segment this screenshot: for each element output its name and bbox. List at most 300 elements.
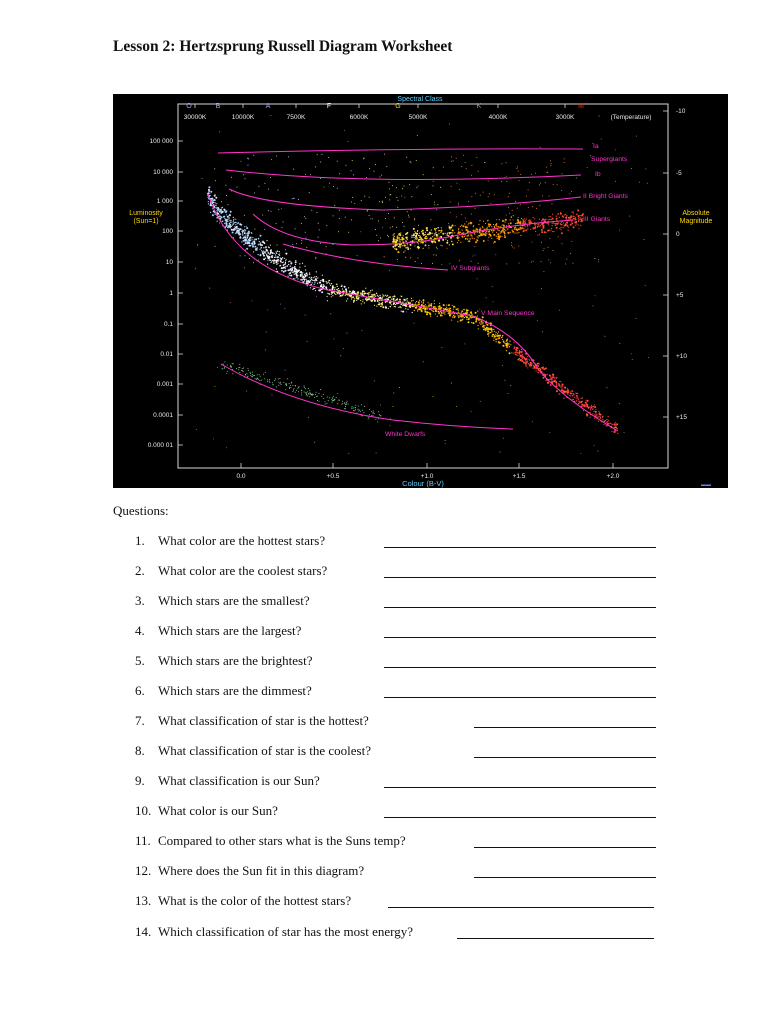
star-point: [493, 224, 494, 225]
star-point: [435, 307, 436, 308]
star-point: [272, 384, 273, 385]
star-point: [433, 306, 434, 307]
star-point: [344, 291, 345, 292]
star-point: [396, 299, 398, 301]
star-point: [400, 247, 401, 248]
star-point: [499, 230, 500, 231]
star-point: [526, 361, 528, 363]
star-point: [226, 226, 227, 227]
star-point: [509, 193, 510, 194]
star-point: [442, 245, 443, 246]
star-point: [497, 333, 498, 334]
star-point: [578, 400, 579, 401]
star-point: [291, 263, 292, 264]
star-point: [567, 388, 568, 389]
star-point: [539, 368, 540, 369]
star-point: [525, 226, 526, 227]
question-text: Which stars are the dimmest?: [158, 683, 312, 698]
star-point: [425, 244, 427, 246]
star-point: [514, 229, 515, 230]
star-point: [285, 260, 286, 261]
star-point: [477, 236, 478, 237]
star-point: [390, 194, 391, 195]
colour-tick-label: +2.0: [606, 473, 620, 480]
star-point: [491, 230, 492, 231]
star-point: [395, 304, 396, 305]
star-point: [440, 236, 442, 238]
star-point: [265, 252, 266, 253]
star-point: [352, 406, 353, 407]
star-point: [570, 217, 571, 218]
star-point: [546, 172, 547, 173]
star-point: [539, 205, 540, 206]
star-point: [470, 317, 472, 319]
star-point: [252, 242, 253, 243]
star-point: [271, 261, 272, 262]
star-point: [549, 219, 550, 220]
star-point: [329, 183, 330, 184]
luminosity-tick-label: 0.1: [163, 321, 173, 328]
star-point: [502, 220, 504, 222]
star-point: [285, 249, 286, 250]
star-point: [390, 306, 391, 307]
answer-blank-line[interactable]: [384, 577, 656, 578]
star-point: [512, 246, 513, 247]
star-point: [617, 433, 618, 434]
star-point: [457, 242, 458, 243]
star-point: [301, 223, 302, 224]
spectral-class-label: M: [578, 103, 584, 110]
region-label-white-dwarfs: White Dwarfs: [385, 431, 426, 438]
star-point: [304, 387, 305, 388]
star-point: [531, 174, 532, 175]
star-point: [489, 225, 490, 226]
star-point: [232, 373, 233, 374]
star-point: [219, 215, 220, 216]
star-point: [420, 236, 421, 237]
star-point: [378, 221, 379, 222]
star-point: [541, 242, 542, 243]
question-number: 4.: [135, 623, 145, 638]
magnitude-axis-label-2: Magnitude: [679, 218, 713, 225]
star-point: [360, 231, 361, 232]
answer-blank-line[interactable]: [474, 757, 656, 758]
star-point: [417, 231, 418, 232]
star-point: [434, 202, 435, 203]
star-point: [251, 232, 252, 233]
luminosity-tick-label: 0.001: [156, 381, 173, 388]
star-point: [370, 290, 371, 291]
star-point: [407, 309, 408, 310]
star-point: [581, 398, 582, 399]
star-point: [564, 162, 565, 163]
star-point: [394, 248, 395, 249]
star-point: [412, 300, 413, 301]
star-point: [272, 255, 273, 256]
star-point: [221, 216, 223, 218]
star-point: [462, 319, 463, 320]
star-point: [246, 373, 247, 374]
star-point: [277, 245, 278, 246]
star-point: [460, 314, 461, 315]
star-point: [311, 284, 312, 285]
star-point: [597, 417, 598, 418]
star-point: [457, 183, 458, 184]
star-point: [493, 329, 494, 330]
star-point: [306, 247, 307, 248]
star-point: [595, 413, 596, 414]
star-point: [477, 325, 478, 326]
answer-blank-line[interactable]: [457, 938, 654, 939]
star-point: [385, 307, 387, 309]
star-point: [360, 300, 361, 301]
answer-blank-line[interactable]: [384, 637, 656, 638]
star-point: [501, 236, 502, 237]
question-item: [135, 653, 313, 669]
star-point: [252, 246, 254, 248]
star-point: [266, 254, 267, 255]
star-point: [436, 236, 437, 237]
star-point: [216, 207, 217, 208]
star-point: [225, 211, 226, 212]
answer-blank-line[interactable]: [384, 697, 656, 698]
star-point: [466, 168, 467, 169]
star-point: [532, 242, 533, 243]
star-point: [483, 192, 484, 193]
star-point: [371, 415, 372, 416]
star-point: [543, 368, 544, 369]
star-point: [369, 168, 370, 169]
star-point: [596, 415, 597, 416]
star-point: [509, 213, 510, 214]
star-point: [345, 404, 346, 405]
answer-blank-line[interactable]: [384, 787, 656, 788]
star-point: [407, 211, 408, 212]
answer-blank-line[interactable]: [474, 727, 656, 728]
star-point: [556, 384, 557, 385]
star-point: [402, 302, 403, 303]
star-point: [332, 398, 333, 399]
question-item: [135, 593, 310, 609]
star-point: [496, 332, 497, 333]
region-label-main-sequence: V Main Sequence: [481, 310, 535, 317]
star-point: [384, 154, 385, 155]
star-point: [506, 225, 507, 226]
star-point: [309, 392, 310, 393]
star-point: [312, 280, 313, 281]
star-point: [365, 298, 367, 300]
star-point: [447, 240, 448, 241]
star-point: [283, 382, 284, 383]
star-point: [394, 236, 395, 237]
question-number: 9.: [135, 773, 145, 788]
star-point: [243, 174, 244, 175]
star-point: [296, 276, 297, 277]
star-point: [230, 365, 231, 366]
star-point: [265, 258, 266, 259]
star-point: [327, 282, 328, 283]
star-point: [422, 230, 424, 232]
star-point: [454, 316, 456, 318]
star-point: [323, 394, 324, 395]
star-point: [513, 215, 514, 216]
star-point: [209, 193, 210, 194]
star-point: [278, 209, 279, 210]
answer-blank-line[interactable]: [474, 877, 656, 878]
star-point: [451, 320, 452, 321]
star-point: [485, 223, 486, 224]
star-point: [230, 302, 231, 303]
star-point: [550, 230, 551, 231]
star-point: [319, 229, 320, 230]
star-point: [392, 185, 393, 186]
star-point: [507, 232, 508, 233]
star-point: [619, 230, 620, 231]
star-point: [460, 226, 461, 227]
star-point: [209, 288, 210, 289]
star-point: [573, 393, 574, 394]
star-point: [576, 214, 577, 215]
star-point: [463, 226, 464, 227]
star-point: [476, 320, 477, 321]
star-point: [369, 292, 370, 293]
star-point: [415, 235, 417, 237]
star-point: [580, 225, 581, 226]
star-point: [304, 279, 305, 280]
star-point: [274, 380, 275, 381]
star-point: [235, 224, 236, 225]
star-point: [289, 261, 290, 262]
answer-blank-line[interactable]: [474, 847, 656, 848]
star-point: [404, 245, 405, 246]
star-point: [499, 235, 501, 237]
star-point: [445, 233, 446, 234]
star-point: [342, 288, 343, 289]
star-point: [645, 285, 646, 286]
star-point: [325, 401, 326, 402]
answer-blank-line[interactable]: [384, 607, 656, 608]
region-label-ib: Ib: [595, 171, 601, 178]
star-point: [282, 270, 283, 271]
star-point: [573, 213, 574, 214]
star-point: [509, 341, 510, 342]
answer-blank-line[interactable]: [384, 547, 656, 548]
star-point: [260, 255, 261, 256]
star-point: [421, 304, 422, 305]
star-point: [518, 228, 520, 230]
star-point: [561, 227, 562, 228]
star-point: [453, 315, 454, 316]
star-point: [517, 166, 518, 167]
star-point: [541, 230, 542, 231]
star-point: [433, 311, 434, 312]
star-point: [301, 240, 302, 241]
answer-blank-line[interactable]: [384, 817, 656, 818]
star-point: [335, 294, 336, 295]
star-point: [223, 216, 224, 217]
star-point: [213, 204, 214, 205]
star-point: [521, 228, 522, 229]
star-point: [332, 287, 334, 289]
star-point: [487, 228, 488, 229]
star-point: [482, 323, 483, 324]
star-point: [393, 234, 394, 235]
star-point: [370, 218, 371, 219]
star-point: [471, 261, 472, 262]
answer-blank-line[interactable]: [388, 907, 654, 908]
star-point: [227, 371, 228, 372]
question-number: 8.: [135, 743, 145, 758]
star-point: [544, 248, 545, 249]
star-point: [543, 271, 544, 272]
star-point: [378, 418, 379, 419]
star-point: [280, 257, 281, 258]
star-point: [517, 219, 519, 221]
star-point: [268, 189, 269, 190]
star-point: [595, 411, 597, 413]
star-point: [270, 245, 271, 246]
star-point: [282, 262, 283, 263]
star-point: [229, 217, 230, 218]
star-point: [275, 379, 276, 380]
star-point: [294, 278, 295, 279]
star-point: [380, 415, 381, 416]
star-point: [316, 278, 317, 279]
star-point: [594, 418, 595, 419]
star-point: [309, 274, 310, 275]
star-point: [219, 131, 220, 132]
star-point: [482, 322, 483, 323]
star-point: [437, 316, 438, 317]
star-point: [379, 297, 381, 299]
star-point: [463, 316, 464, 317]
star-point: [242, 368, 243, 369]
star-point: [382, 294, 383, 295]
star-point: [611, 431, 612, 432]
star-point: [329, 283, 330, 284]
star-point: [428, 245, 429, 246]
star-point: [282, 257, 283, 258]
star-point: [266, 255, 267, 256]
star-point: [305, 269, 306, 270]
star-point: [601, 138, 602, 139]
star-point: [289, 387, 290, 388]
star-point: [478, 171, 479, 172]
answer-blank-line[interactable]: [384, 667, 656, 668]
star-point: [645, 168, 646, 169]
star-point: [263, 255, 265, 257]
star-point: [550, 216, 551, 217]
star-point: [411, 236, 412, 237]
star-point: [517, 359, 519, 361]
star-point: [369, 197, 370, 198]
star-point: [401, 237, 402, 238]
star-point: [258, 254, 259, 255]
star-point: [400, 241, 401, 242]
star-point: [498, 226, 499, 227]
magnitude-tick-label: 0: [676, 231, 680, 238]
star-point: [294, 198, 295, 199]
star-point: [521, 349, 522, 350]
star-point: [528, 363, 529, 364]
star-point: [573, 226, 575, 228]
star-point: [328, 280, 329, 281]
star-point: [610, 423, 611, 424]
star-point: [317, 400, 318, 401]
star-point: [245, 242, 247, 244]
star-point: [471, 196, 472, 197]
star-point: [563, 398, 564, 399]
star-point: [397, 235, 398, 236]
star-point: [337, 161, 338, 162]
star-point: [594, 404, 595, 405]
star-point: [527, 356, 528, 357]
star-point: [521, 218, 522, 219]
star-point: [288, 273, 289, 274]
star-point: [541, 288, 542, 289]
star-point: [355, 407, 356, 408]
star-point: [502, 345, 504, 347]
star-point: [504, 229, 505, 230]
star-point: [516, 229, 518, 231]
star-point: [401, 311, 402, 312]
magnitude-tick-label: +5: [676, 292, 684, 299]
star-point: [430, 314, 431, 315]
star-point: [550, 379, 551, 380]
magnitude-tick-label: +15: [676, 414, 688, 421]
star-point: [364, 291, 365, 292]
star-point: [404, 300, 405, 301]
star-point: [426, 236, 427, 237]
star-point: [558, 236, 559, 237]
star-point: [295, 260, 296, 261]
star-point: [287, 378, 288, 379]
star-point: [496, 219, 497, 220]
star-point: [327, 300, 328, 301]
luminosity-tick-label: 100 000: [149, 138, 173, 145]
star-point: [449, 315, 451, 317]
star-point: [475, 193, 476, 194]
star-point: [333, 400, 334, 401]
star-point: [578, 218, 579, 219]
star-point: [337, 188, 338, 189]
star-point: [552, 214, 553, 215]
star-point: [296, 269, 297, 270]
star-point: [285, 266, 286, 267]
star-point: [232, 363, 233, 364]
star-point: [362, 415, 363, 416]
star-point: [585, 402, 587, 404]
star-point: [245, 178, 246, 179]
star-point: [496, 341, 497, 342]
star-point: [307, 274, 308, 275]
page-title: Lesson 2: Hertzsprung Russell Diagram Worksheet: [113, 38, 453, 55]
star-point: [423, 299, 425, 301]
star-point: [397, 207, 398, 208]
star-point: [224, 367, 225, 368]
star-point: [592, 413, 593, 414]
star-point: [518, 246, 519, 247]
star-point: [337, 393, 338, 394]
star-point: [599, 412, 600, 413]
star-point: [426, 229, 428, 231]
star-point: [461, 312, 462, 313]
star-point: [433, 167, 434, 168]
star-point: [549, 238, 550, 239]
star-point: [386, 299, 387, 300]
star-point: [215, 214, 216, 215]
star-point: [450, 201, 451, 202]
